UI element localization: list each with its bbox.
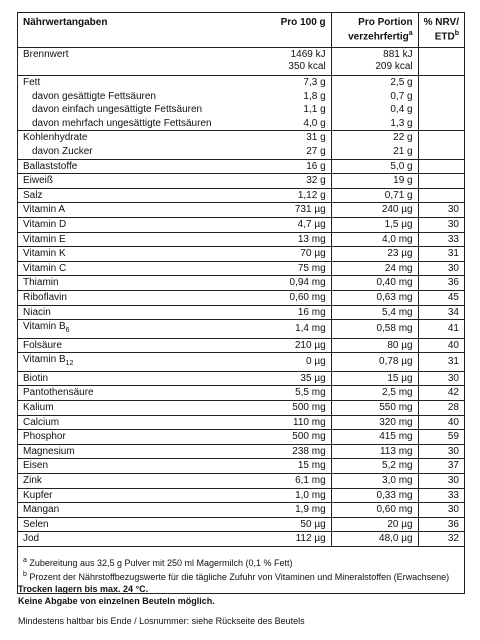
nrv-value: 30: [418, 503, 464, 518]
header-nutrients: Nährwertangaben: [18, 13, 255, 48]
nutrition-table: [18, 13, 464, 547]
per-100g-value: 13 mg: [255, 232, 331, 247]
per-100g-value: 210 µg: [255, 338, 331, 353]
per-100g-value: 238 mg: [255, 444, 331, 459]
per-portion-value: 0,58 mg: [331, 320, 418, 339]
per-portion-value: 20 µg: [331, 517, 418, 532]
nutrient-label: Mangan: [18, 503, 255, 518]
per-portion-value: 3,0 mg: [331, 474, 418, 489]
nutrient-label: Jod: [18, 532, 255, 547]
per-portion-value: 48,0 µg: [331, 532, 418, 547]
header-nrv: % NRV/ ETD$^b$: [418, 13, 464, 48]
nutrient-label: Vitamin A: [18, 203, 255, 218]
per-100g-value: 110 mg: [255, 415, 331, 430]
per-portion-value: 0,7 g: [331, 90, 418, 104]
storage-note: Trocken lagern bis max. 24 °C.: [18, 584, 149, 594]
per-portion-value: 5,0 g: [331, 159, 418, 174]
nutrient-label: Fett: [23, 77, 41, 88]
per-portion-value: 2,5 g: [331, 76, 418, 90]
nrv-value: 30: [418, 203, 464, 218]
per-100g-value: 1,8 g: [255, 90, 331, 104]
nutrient-label: Vitamin D: [18, 217, 255, 232]
per-100g-value: 16 mg: [255, 305, 331, 320]
nutrient-label: Magnesium: [18, 444, 255, 459]
nutrient-label: davon einfach ungesättigte Fettsäuren: [32, 104, 203, 116]
per-100g-value: 112 µg: [255, 532, 331, 547]
nrv-value: 36: [418, 276, 464, 291]
per-portion-value: 2,5 mg: [331, 386, 418, 401]
nrv-value: 45: [418, 290, 464, 305]
per-100g-value: 35 µg: [255, 371, 331, 386]
nutrient-label: Zink: [18, 474, 255, 489]
single-sale-note: Keine Abgabe von einzelnen Beuteln möglich.: [18, 596, 215, 606]
nrv-value: 30: [418, 217, 464, 232]
energy-row: [18, 48, 464, 76]
per-100g-value: 75 mg: [255, 261, 331, 276]
nrv-value: 42: [418, 386, 464, 401]
nrv-value: 33: [418, 232, 464, 247]
nutrient-label: Vitamin $B_6$: [18, 320, 255, 339]
footnote-b: $^b$ Prozent der Nährstoffbezugswerte für die tägliche Zufuhr von Vitaminen und Mineralstoffen (Erwachsene): [23, 571, 450, 582]
nutrient-label: Selen: [18, 517, 255, 532]
table-row: [18, 320, 464, 339]
table-row: [18, 430, 464, 445]
table-row: [18, 261, 464, 276]
table-row: [18, 188, 464, 203]
per-portion-value: 1,3 g: [331, 117, 418, 131]
energy-nrv: [418, 48, 464, 76]
best-before-note: Mindestens haltbar bis Ende / Losnummer: siehe Rückseite des Beutels: [18, 616, 305, 626]
table-row: [18, 131, 464, 145]
per-portion-value: 80 µg: [331, 338, 418, 353]
nrv-value: 34: [418, 305, 464, 320]
nutrient-label: Eiweiß: [18, 174, 255, 189]
nutrient-label: Salz: [18, 188, 255, 203]
nutrient-label: Biotin: [18, 371, 255, 386]
nutrient-label: Vitamin $B_{12}$: [18, 353, 255, 372]
table-row: [18, 353, 464, 372]
table-row: [18, 517, 464, 532]
nutrient-label: Kalium: [18, 401, 255, 416]
per-portion-value: 21 g: [331, 145, 418, 159]
per-100g-value: 4,0 g: [255, 117, 331, 131]
nrv-value: [418, 159, 464, 174]
nutrient-label: Pantothensäure: [18, 386, 255, 401]
nrv-value: 41: [418, 320, 464, 339]
per-portion-value: 5,4 mg: [331, 305, 418, 320]
nutrient-label: Vitamin C: [18, 261, 255, 276]
nutrient-label: Riboflavin: [18, 290, 255, 305]
nrv-value: [418, 76, 464, 90]
table-row: [18, 103, 464, 117]
nrv-value: 33: [418, 488, 464, 503]
per-portion-value: 113 mg: [331, 444, 418, 459]
table-row: [18, 474, 464, 489]
per-portion-value: 15 µg: [331, 371, 418, 386]
nutrient-label: Niacin: [18, 305, 255, 320]
table-row: [18, 276, 464, 291]
per-100g-value: 0 µg: [255, 353, 331, 372]
per-100g-value: 16 g: [255, 159, 331, 174]
nrv-value: 40: [418, 415, 464, 430]
per-100g-value: 27 g: [255, 145, 331, 159]
per-100g-value: 500 mg: [255, 430, 331, 445]
per-100g-value: 70 µg: [255, 247, 331, 262]
table-row: [18, 444, 464, 459]
nrv-value: 59: [418, 430, 464, 445]
header-per-100g: Pro 100 g: [255, 13, 331, 48]
per-portion-value: 23 µg: [331, 247, 418, 262]
per-portion-value: 0,40 mg: [331, 276, 418, 291]
nrv-value: 40: [418, 338, 464, 353]
nutrient-label: davon gesättigte Fettsäuren: [32, 90, 156, 102]
per-portion-value: 320 mg: [331, 415, 418, 430]
nutrient-label: Vitamin K: [18, 247, 255, 262]
nutrient-label: Thiamin: [18, 276, 255, 291]
per-100g-value: 1,4 mg: [255, 320, 331, 339]
energy-per-100g: 1469 kJ 350 kcal: [255, 48, 331, 76]
table-row: [18, 232, 464, 247]
table-row: [18, 338, 464, 353]
nutrition-table-panel: [17, 12, 465, 594]
nrv-value: [418, 103, 464, 117]
nutrient-label: davon mehrfach ungesättigte Fettsäuren: [18, 117, 255, 131]
per-portion-value: 0,78 µg: [331, 353, 418, 372]
footnote-a: $^a$ Zubereitung aus 32,5 g Pulver mit 250 ml Magermilch (0,1 % Fett): [23, 557, 293, 568]
nrv-value: [418, 145, 464, 159]
per-portion-value: 0,4 g: [331, 103, 418, 117]
nutrient-label: Calcium: [18, 415, 255, 430]
per-portion-value: 240 µg: [331, 203, 418, 218]
per-100g-value: 32 g: [255, 174, 331, 189]
per-portion-value: 0,33 mg: [331, 488, 418, 503]
table-row: [18, 174, 464, 189]
table-row: [18, 371, 464, 386]
per-portion-value: 0,60 mg: [331, 503, 418, 518]
nrv-value: 30: [418, 261, 464, 276]
per-portion-value: 0,63 mg: [331, 290, 418, 305]
per-portion-value: 550 mg: [331, 401, 418, 416]
per-100g-value: 1,0 mg: [255, 488, 331, 503]
nutrient-rows: [18, 159, 464, 546]
storage-notes: [18, 583, 305, 627]
nrv-value: 28: [418, 401, 464, 416]
nrv-value: 37: [418, 459, 464, 474]
per-100g-value: 15 mg: [255, 459, 331, 474]
table-row: [18, 305, 464, 320]
energy-per-portion: 881 kJ 209 kcal: [331, 48, 418, 76]
nutrient-label: Vitamin E: [18, 232, 255, 247]
nrv-value: 31: [418, 353, 464, 372]
table-row: [18, 488, 464, 503]
nrv-value: 32: [418, 532, 464, 547]
nutrient-label: Ballaststoffe: [18, 159, 255, 174]
table-row: [18, 76, 464, 90]
table-row: [18, 290, 464, 305]
per-100g-value: 4,7 µg: [255, 217, 331, 232]
table-row: [18, 159, 464, 174]
table-row: [18, 247, 464, 262]
table-row: [18, 217, 464, 232]
per-100g-value: 31 g: [255, 131, 331, 145]
carb-group: [18, 131, 464, 159]
per-portion-value: 24 mg: [331, 261, 418, 276]
nutrient-label: Kupfer: [18, 488, 255, 503]
per-portion-value: 22 g: [331, 131, 418, 145]
header-per-portion: Pro Portion verzehrfertig$^a$: [331, 13, 418, 48]
nutrient-label: davon Zucker: [18, 145, 255, 159]
nutrient-label: Eisen: [18, 459, 255, 474]
per-100g-value: 6,1 mg: [255, 474, 331, 489]
nrv-value: 31: [418, 247, 464, 262]
table-row: [18, 532, 464, 547]
per-100g-value: 1,12 g: [255, 188, 331, 203]
table-row: [18, 203, 464, 218]
per-100g-value: 0,94 mg: [255, 276, 331, 291]
per-100g-value: 5,5 mg: [255, 386, 331, 401]
nutrient-label: Kohlenhydrate: [23, 132, 88, 144]
nrv-value: [418, 117, 464, 131]
per-portion-value: 415 mg: [331, 430, 418, 445]
per-portion-value: 0,71 g: [331, 188, 418, 203]
per-portion-value: 19 g: [331, 174, 418, 189]
table-row: [18, 117, 464, 131]
nrv-value: [418, 174, 464, 189]
table-row: [18, 415, 464, 430]
table-row: [18, 386, 464, 401]
per-100g-value: 7,3 g: [255, 76, 331, 90]
per-100g-value: 500 mg: [255, 401, 331, 416]
nrv-value: 30: [418, 371, 464, 386]
nrv-value: 36: [418, 517, 464, 532]
nrv-value: [418, 131, 464, 145]
table-header-row: [18, 13, 464, 48]
per-100g-value: 0,60 mg: [255, 290, 331, 305]
nrv-value: [418, 188, 464, 203]
nrv-value: 30: [418, 474, 464, 489]
per-portion-value: 5,2 mg: [331, 459, 418, 474]
per-100g-value: 50 µg: [255, 517, 331, 532]
table-row: [18, 503, 464, 518]
nrv-value: 30: [418, 444, 464, 459]
nutrient-label: Phosphor: [18, 430, 255, 445]
table-row: [18, 459, 464, 474]
per-portion-value: 4,0 mg: [331, 232, 418, 247]
nrv-value: [418, 90, 464, 104]
table-row: [18, 145, 464, 159]
table-row: [18, 90, 464, 104]
nutrient-label: Folsäure: [18, 338, 255, 353]
per-100g-value: 1,9 mg: [255, 503, 331, 518]
table-row: [18, 401, 464, 416]
per-100g-value: 1,1 g: [255, 103, 331, 117]
fat-group: [18, 76, 464, 131]
energy-label: Brennwert: [18, 48, 255, 76]
per-100g-value: 731 µg: [255, 203, 331, 218]
per-portion-value: 1,5 µg: [331, 217, 418, 232]
